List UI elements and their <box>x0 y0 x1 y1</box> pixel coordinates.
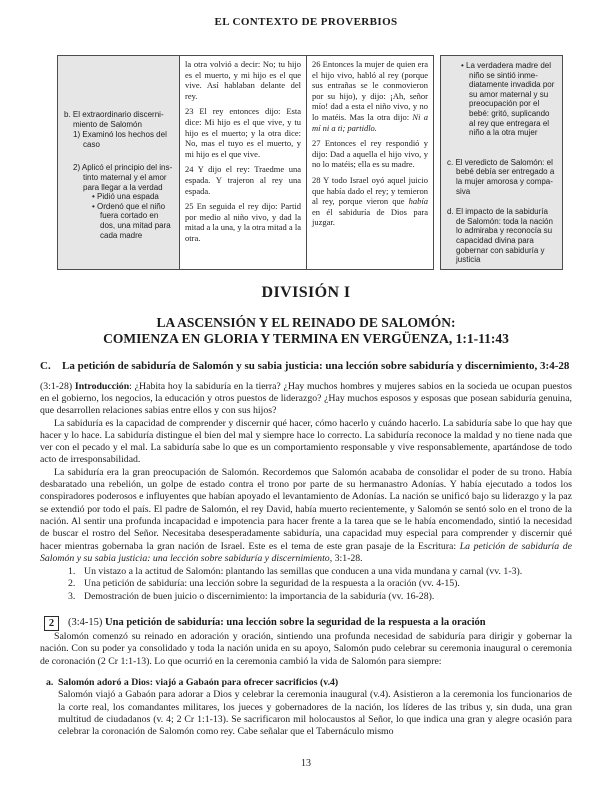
scripture-paragraph-v28: 28 Y todo Israel oyó aquel juicio que había dado el rey; y temieron al rey, porque vieron que había en él sabiduría de Dios para juzgar. <box>312 174 428 228</box>
scripture-paragraph-v26: 26 Entonces la mujer de quien era el hijo vivo, habló al rey (porque sus entrañas se le conmovieron por su hijo), y dijo: ¡Ah, señor mío! dad a esta el niño vivo, y no lo matéis. Mas la otra dijo: Ni a mí ni a ti; partidlo. <box>312 59 429 133</box>
outline-item-c-label: c. <box>447 157 454 167</box>
outline-item-d-text: El impacto de la sabiduría de Salomón: toda la nación lo admiraba y reconocía su capacidad divina para gobernar con sabiduría y justicia <box>455 207 553 265</box>
intro-paragraph: (3:1-28) Introducción: ¿Habita hoy la sabiduría en la tierra? ¿Hay muchos hombres y mujeres sabios en la socieda ue ocupan puestos en el gobierno, los negocios, la educación y otros puestos de liderazgo? ¿Hay muchos esposos y esposas que posean sabiduría genuina, que desarrollen relaciones sabias entre ellos y con sus hijos? <box>40 380 572 417</box>
list-item-2 <box>40 578 572 590</box>
list-item-1 <box>40 566 572 578</box>
subsection-a-paragraph: Salomón viajó a Gabaón para adorar a Dios y celebrar la ceremonia inaugural (v.4). Asistieron a la ceremonia los funcionarios de la corte real, los comandantes militares, los jueces y gobernadores de la nación, los líderes de las tribus y, sin duda, una gran multitud de ciudadanos (v. 4; 2 Cr 1:1-13). Se sacrificaron mil holocaustos al Señor, lo que indica una gran y alegre ocasión para celebrar la coronación de Salomón como rey. Cabe señalar que el Tabernáculo mismo <box>58 689 572 738</box>
body-paragraph-3: La sabiduría era la gran preocupación de Salomón. Recordemos que Salomón acababa de consolidar el poder de su trono. Había desbaratado una rebelión, un golpe de estado contra el trono por parte de su hermanastro Adonías. Y había ejecutado a todos los conspiradores poderosos e influyentes que habían apoyado el levantamiento de Adonías. La nación se unificó bajo su liderazgo y la paz se extendió por todo el país. El padre de Salomón, el rey David, había muerto recientemente, y Salomón se sentó solo en el trono de la nación. Al sentir una profunda incapacidad e impotencia para hacer frente a la tarea que se le había encomendado, sintió la necesidad de buscar el rostro del Señor. Necesitaba desesperadamente sabiduría, una capacidad muy especial para comprender y discernir qué hacer mientras gobernaba la gran nación de Israel. Este es el tema de este gran pasaje de la Escritura: La petición de sabiduría de Salomón y su sabia justicia: una lección sobre sabiduría y discernimiento, 3:1-28. <box>40 466 572 564</box>
outline-item-c-text: El veredicto de Salomón: el bebé debía ser entregado a la mujer amorosa y compasiva <box>455 157 555 196</box>
section-2-heading-text: (3:4-15) Una petición de sabiduría: una lección sobre la seguridad de la respuesta a la oración <box>68 617 486 629</box>
scripture-paragraph-v24: 24 Y dijo el rey: Traedme una espada. Y trajeron al rey una espada. <box>185 164 301 196</box>
bullet-icon: • <box>92 201 95 211</box>
outline-bullet-orden: • Ordenó que el niño fuera cortado en dos, una mitad para cada madre <box>92 201 171 240</box>
section-2-paragraph: Salomón comenzó su reinado en adoración y oración, sintiendo una profunda necesidad de sabiduría para dirigir y gobernar la nación. Con su poder ya consolidado y toda la nación unida en su apoyo, Salomón pudo celebrar su ceremonia inaugural o ceremonia de coronación (2 Cr 1:1-13). Lo que ocurrió en la ceremonia cambió la vida de Salomón para siempre: <box>40 631 572 667</box>
scripture-paragraph-v27: 27 Entonces el rey respondió y dijo: Dad a aquella el hijo vivo, y no lo matéis; ella es su madre. <box>312 138 428 170</box>
page-header-title: EL CONTEXTO DE PROVERBIOS <box>214 16 398 28</box>
section-c-label: C. <box>40 359 51 372</box>
section-c-heading-text: La petición de sabiduría de Salomón y su sabia justicia: una lección sobre sabiduría y discernimiento, 3:4-28 <box>62 359 570 372</box>
outline-item-b-label: b. <box>64 110 71 119</box>
outline-item-b <box>64 110 174 129</box>
list-item-3-number: 3. <box>68 590 76 602</box>
division-subtitle-line1: LA ASCENSIÓN Y EL REINADO DE SALOMÓN: <box>156 314 456 330</box>
division-subtitle <box>40 315 572 348</box>
division-title: DIVISIÓN I <box>261 283 351 301</box>
section-2-heading <box>40 616 572 631</box>
list-item-1-number: 1. <box>68 566 76 578</box>
outline-subitem-1 <box>73 130 174 149</box>
outline-item-b-text: El extraordinario discernimiento de Salomón <box>72 110 164 129</box>
subsection-a-heading <box>40 677 572 690</box>
page-number: 13 <box>301 758 311 769</box>
bullet-icon: • <box>92 192 95 202</box>
outline-list <box>40 566 572 603</box>
subsection-a-label: a. <box>46 676 54 688</box>
outline-subitem-1-label: 1) <box>73 130 81 140</box>
body-paragraph-2: La sabiduría es la capacidad de comprender y discernir qué hacer, cómo hacerlo y cuándo hacerlo. La sabiduría sabe lo que hay que hacer y lo hace. La sabiduría distingue el bien del mal y siempre hace lo correcto. La sabiduría reconoce la maldad y no tiene nada que ver con el pecado y el mal. La sabiduría sabe lo que es un comportamiento responsable y vive responsablemente, apartándose de todo acto de irresponsabilidad. <box>40 417 572 466</box>
outline-cell-right <box>440 55 563 270</box>
section-2-number-box: 2 <box>44 616 59 631</box>
outline-subitem-2 <box>73 163 174 192</box>
scripture-paragraph-v23: 23 El rey entonces dijo: Esta dice: Mi hijo es el que vive, y tu hijo es el muerto; y la otra dice: No, mas el tuyo es el muerto, y mi hijo es el que vive. <box>185 106 301 159</box>
context-table <box>57 55 563 270</box>
list-item-2-number: 2. <box>68 578 76 590</box>
outline-bullet-madre: • La verdadera madre del niño se sintió inmediatamente invadida por su amor maternal y su preocupación por el bebé: gritó, suplicando al rey que entregara el niño a la otra mujer <box>461 61 555 138</box>
outline-cell-left <box>57 55 180 270</box>
scripture-cell-2 <box>307 55 434 270</box>
subsection-a-heading-text: Salomón adoró a Dios: viajó a Gabaón para ofrecer sacrificios (v.4) <box>58 676 339 688</box>
outline-bullet-espada: • Pidió una espada <box>92 192 159 202</box>
list-item-3-text: Demostración de buen juicio o discernimiento: la importancia de la sabiduría (vv. 16-28). <box>84 590 435 602</box>
outline-item-c <box>447 158 557 196</box>
section-2 <box>40 616 572 739</box>
list-item-1-text: Un vistazo a la actitud de Salomón: plantando las semillas que conducen a una vida mundana y carnal (vv. 1-3). <box>84 566 523 578</box>
outline-subitem-2-label: 2) <box>73 163 81 173</box>
scripture-paragraph: la otra volvió a decir: No; tu hijo es el muerto, y mi hijo es el que vive. Así hablaban delante del rey. <box>185 59 301 101</box>
division-subtitle-line2: COMIENZA EN GLORIA Y TERMINA EN VERGÜENZA, 1:1-11:43 <box>103 331 509 347</box>
outline-subitem-2-text: Aplicó el principio del instinto maternal y el amor para llegar a la verdad <box>81 163 173 192</box>
bullet-icon: • <box>461 61 464 70</box>
section-c-heading <box>40 359 572 373</box>
outline-item-d-label: d. <box>447 207 454 217</box>
scripture-cell-1 <box>180 55 307 270</box>
list-item-3 <box>40 591 572 603</box>
scripture-paragraph-v25: 25 En seguida el rey dijo: Partid por medio al niño vivo, y dad la mitad a la una, y la otra mitad a la otra. <box>185 201 301 243</box>
list-item-2-text: Una petición de sabiduría: una lección sobre la seguridad de la respuesta a la oración (vv. 4-15). <box>84 578 460 590</box>
outline-item-d <box>447 207 557 265</box>
outline-subitem-1-text: Examinó los hechos del caso <box>82 130 167 149</box>
